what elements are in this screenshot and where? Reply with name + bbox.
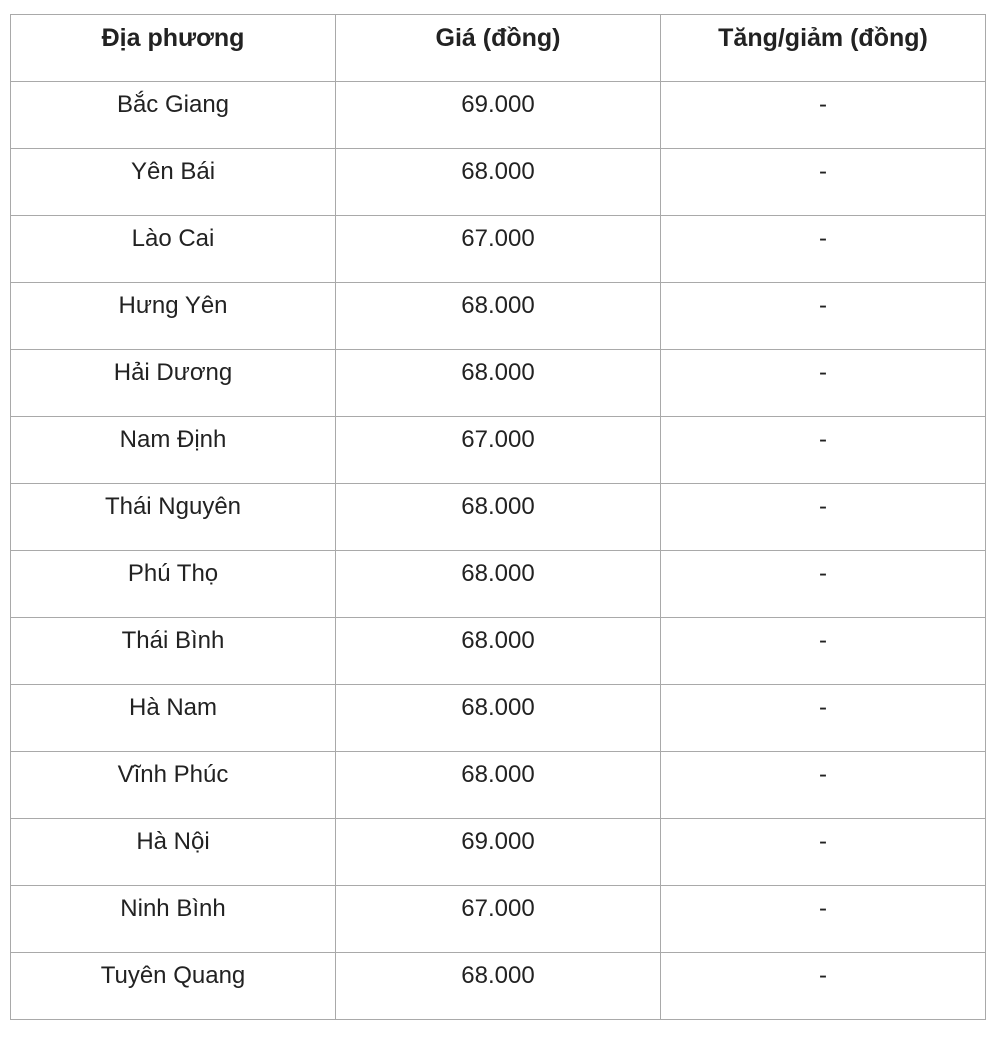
cell-price: 67.000 [336, 886, 661, 953]
cell-change: - [661, 484, 986, 551]
price-table-container [10, 14, 985, 1020]
cell-locality: Thái Bình [11, 618, 336, 685]
table-row [11, 551, 986, 618]
header-change: Tăng/giảm (đồng) [661, 15, 986, 82]
cell-change: - [661, 953, 986, 1020]
cell-change: - [661, 350, 986, 417]
cell-locality: Tuyên Quang [11, 953, 336, 1020]
table-row [11, 484, 986, 551]
table-row [11, 618, 986, 685]
cell-locality: Yên Bái [11, 149, 336, 216]
price-table [10, 14, 986, 1020]
cell-change: - [661, 216, 986, 283]
cell-locality: Lào Cai [11, 216, 336, 283]
cell-locality: Bắc Giang [11, 82, 336, 149]
cell-locality: Hà Nội [11, 819, 336, 886]
cell-price: 68.000 [336, 551, 661, 618]
cell-price: 68.000 [336, 283, 661, 350]
cell-change: - [661, 417, 986, 484]
table-row [11, 953, 986, 1020]
cell-change: - [661, 551, 986, 618]
cell-change: - [661, 283, 986, 350]
cell-price: 68.000 [336, 350, 661, 417]
table-row [11, 283, 986, 350]
table-body [11, 82, 986, 1020]
cell-change: - [661, 82, 986, 149]
cell-price: 69.000 [336, 82, 661, 149]
cell-locality: Hải Dương [11, 350, 336, 417]
cell-price: 68.000 [336, 752, 661, 819]
table-row [11, 819, 986, 886]
table-row [11, 149, 986, 216]
cell-locality: Phú Thọ [11, 551, 336, 618]
table-row [11, 82, 986, 149]
table-row [11, 350, 986, 417]
cell-price: 67.000 [336, 216, 661, 283]
cell-change: - [661, 886, 986, 953]
cell-locality: Ninh Bình [11, 886, 336, 953]
header-price: Giá (đồng) [336, 15, 661, 82]
cell-price: 68.000 [336, 685, 661, 752]
cell-change: - [661, 819, 986, 886]
cell-locality: Vĩnh Phúc [11, 752, 336, 819]
cell-locality: Hưng Yên [11, 283, 336, 350]
cell-change: - [661, 752, 986, 819]
cell-price: 68.000 [336, 149, 661, 216]
cell-locality: Thái Nguyên [11, 484, 336, 551]
table-row [11, 752, 986, 819]
cell-price: 68.000 [336, 953, 661, 1020]
cell-change: - [661, 149, 986, 216]
table-header-row [11, 15, 986, 82]
header-locality: Địa phương [11, 15, 336, 82]
cell-price: 68.000 [336, 484, 661, 551]
cell-locality: Nam Định [11, 417, 336, 484]
cell-price: 69.000 [336, 819, 661, 886]
table-row [11, 685, 986, 752]
cell-change: - [661, 685, 986, 752]
table-row [11, 216, 986, 283]
table-row [11, 417, 986, 484]
cell-price: 68.000 [336, 618, 661, 685]
cell-price: 67.000 [336, 417, 661, 484]
cell-locality: Hà Nam [11, 685, 336, 752]
cell-change: - [661, 618, 986, 685]
table-row [11, 886, 986, 953]
